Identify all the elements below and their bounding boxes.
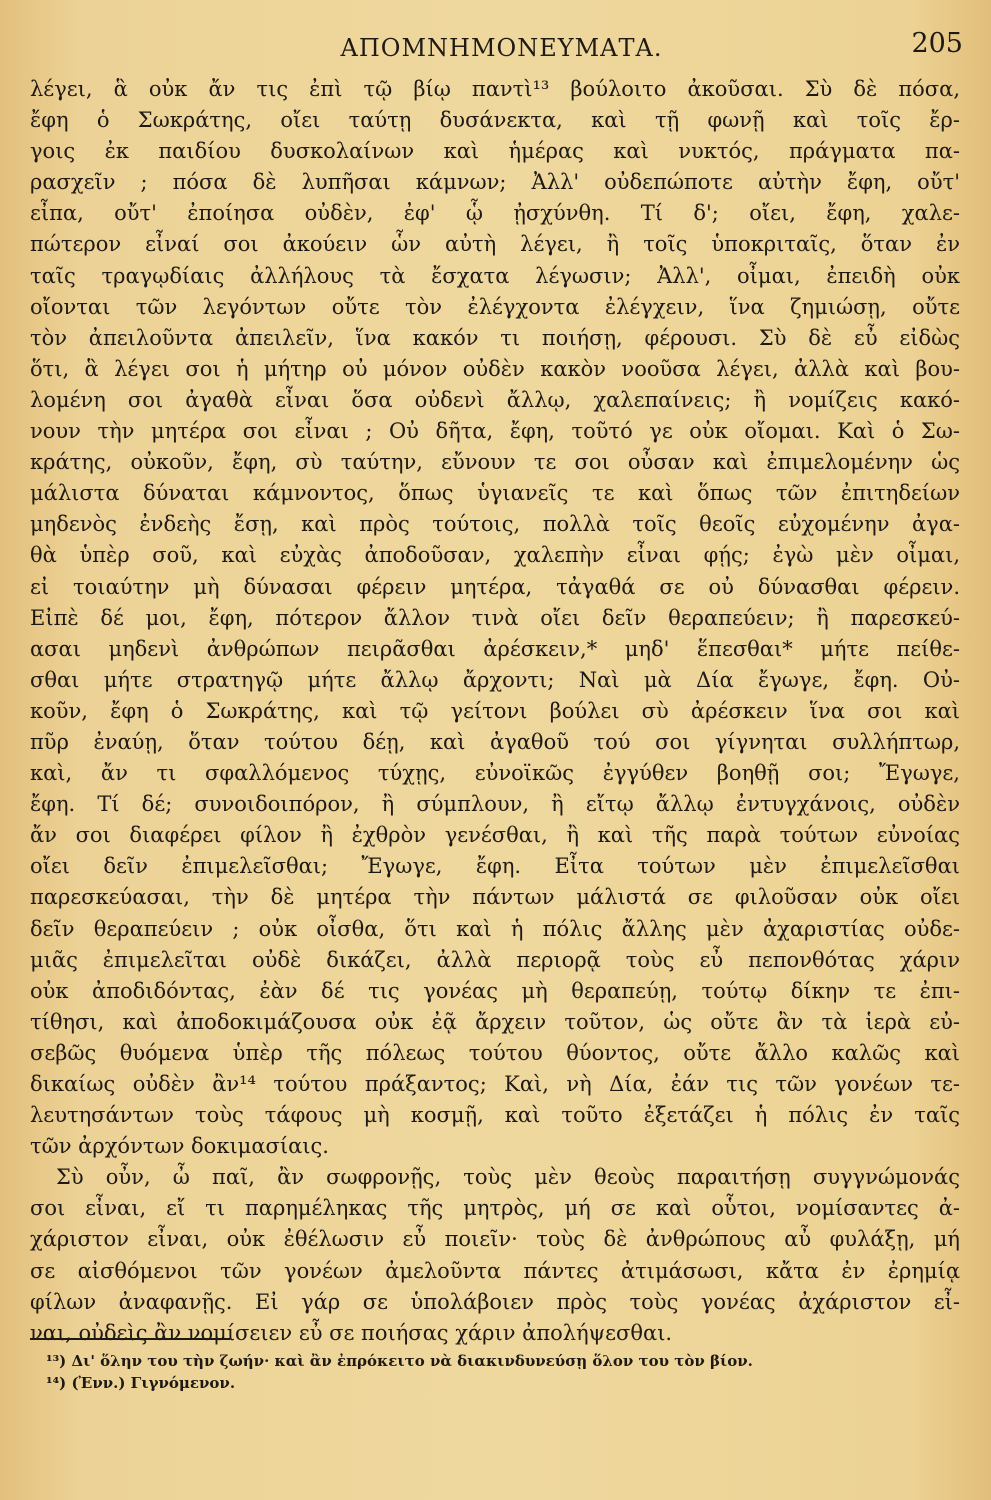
text-line: γοις ἐκ παιδίου δυσκολαίνων καὶ ἡμέρας καὶ νυκτός, πράγματα πα- (30, 139, 960, 164)
text-line: ρασχεῖν ; πόσα δὲ λυπῆσαι κάμνων; Ἀλλ' οὐδεπώποτε αὐτὴν ἔφη, οὔτ' (30, 170, 960, 195)
text-line: οἴει δεῖν ἐπιμελεῖσθαι; Ἔγωγε, ἔφη. Εἶτα τούτων μὲν ἐπιμελεῖσθαι (30, 854, 960, 879)
main-text (30, 74, 960, 1349)
text-line: λομένη σοι ἀγαθὰ εἶναι ὅσα οὐδενὶ ἄλλῳ, χαλεπαίνεις; ἢ νομίζεις κακό- (30, 387, 960, 412)
page-header (40, 28, 963, 68)
text-line: μιᾶς ἐπιμελεῖται οὐδὲ δικάζει, ἀλλὰ περιορᾷ τοὺς εὖ πεπονθότας χάριν (30, 947, 960, 972)
text-line: καὶ, ἄν τι σφαλλόμενος τύχῃς, εὐνοϊκῶς ἐγγύθεν βοηθῇ σοι; Ἔγωγε, (30, 761, 960, 786)
text-line: μηδενὸς ἐνδεὴς ἔσῃ, καὶ πρὸς τούτοις, πολλὰ τοῖς θεοῖς εὐχομένην ἀγα- (30, 512, 960, 537)
footnote: ¹³) Δι' ὅλην του τὴν ζωήν· καὶ ἂν ἐπρόκειτο νὰ διακινδυνεύσῃ ὅλον του τὸν βίον. (46, 1352, 753, 1370)
text-line: δεῖν θεραπεύειν ; οὐκ οἶσθα, ὅτι καὶ ἡ πόλις ἄλλης μὲν ἀχαριστίας οὐδε- (30, 916, 960, 941)
text-line: τὸν ἀπειλοῦντα ἀπειλεῖν, ἵνα κακόν τι ποιήσῃ, φέρουσι. Σὺ δὲ εὖ εἰδὼς (30, 325, 960, 350)
text-line: δικαίως οὐδὲν ἂν¹⁴ τούτου πράξαντος; Καὶ, νὴ Δία, ἐάν τις τῶν γονέων τε- (30, 1072, 960, 1096)
text-line: ταῖς τραγῳδίαις ἀλλήλους τὰ ἔσχατα λέγωσιν; Ἀλλ', οἶμαι, ἐπειδὴ οὐκ (30, 263, 960, 288)
text-line: ὅτι, ἃ λέγει σοι ἡ μήτηρ οὐ μόνον οὐδὲν κακὸν νοοῦσα λέγει, ἀλλὰ καὶ βου- (30, 356, 960, 381)
text-line: εἶπα, οὔτ' ἐποίησα οὐδὲν, ἐφ' ᾧ ᾐσχύνθη. Τί δ'; οἴει, ἔφη, χαλε- (30, 201, 960, 226)
text-line: σθαι μήτε στρατηγῷ μήτε ἄλλῳ ἄρχοντι; Ναὶ μὰ Δία ἔγωγε, ἔφη. Οὐ- (30, 667, 960, 692)
text-line: κοῦν, ἔφη ὁ Σωκράτης, καὶ τῷ γείτονι βούλει σὺ ἀρέσκειν ἵνα σοι καὶ (30, 698, 960, 723)
text-line: οὐκ ἀποδιδόντας, ἐὰν δέ τις γονέας μὴ θεραπεύῃ, τούτῳ δίκην τε ἐπι- (30, 978, 960, 1003)
footnotes (46, 1350, 956, 1394)
text-line: σε αἰσθόμενοι τῶν γονέων ἀμελοῦντα πάντες ἀτιμάσωσι, κἄτα ἐν ἐρημίᾳ (30, 1258, 960, 1283)
text-line: ἔφη ὁ Σωκράτης, οἴει ταύτῃ δυσάνεκτα, καὶ τῇ φωνῇ καὶ τοῖς ἔρ- (30, 108, 960, 133)
footnote-rule (30, 1338, 230, 1340)
text-line: κράτης, οὐκοῦν, ἔφη, σὺ ταύτην, εὔνουν τε σοι οὖσαν καὶ ἐπιμελομένην ὡς (30, 450, 960, 475)
text-line: νουν τὴν μητέρα σοι εἶναι ; Οὐ δῆτα, ἔφη, τοῦτό γε οὐκ οἴομαι. Καὶ ὁ Σω- (30, 419, 960, 444)
text-line: χάριστον εἶναι, οὐκ ἐθέλωσιν εὖ ποιεῖν· τοὺς δὲ ἀνθρώπους αὖ φυλάξῃ, μή (30, 1227, 960, 1252)
text-line: τίθησι, καὶ ἀποδοκιμάζουσα οὐκ ἐᾷ ἄρχειν τοῦτον, ὡς οὔτε ἂν τὰ ἱερὰ εὐ- (30, 1009, 960, 1034)
text-line: ἔφη. Τί δέ; συνοιδοιπόρον, ἢ σύμπλουν, ἢ εἴτῳ ἄλλῳ ἐντυγχάνοις, οὐδὲν (30, 792, 960, 817)
text-line: Σὺ οὖν, ὦ παῖ, ἂν σωφρονῇς, τοὺς μὲν θεοὺς παραιτήσῃ συγγνώμονάς (56, 1165, 960, 1190)
running-title: ΑΠΟΜΝΗΜΟΝΕΥΜΑΤΑ. (340, 34, 663, 62)
text-line: μάλιστα δύναται κάμνοντος, ὅπως ὑγιανεῖς τε καὶ ὅπως τῶν ἐπιτηδείων (30, 481, 960, 506)
text-line: ασαι μηδενὶ ἀνθρώπων πειρᾶσθαι ἀρέσκειν,* μηδ' ἕπεσθαι* μήτε πείθε- (30, 636, 960, 661)
page-number: 205 (911, 28, 963, 59)
text-line: θὰ ὑπὲρ σοῦ, καὶ εὐχὰς ἀποδοῦσαν, χαλεπὴν εἶναι φῄς; ἐγὼ μὲν οἶμαι, (30, 543, 960, 568)
text-line: σεβῶς θυόμενα ὑπὲρ τῆς πόλεως τούτου θύοντος, οὔτε ἄλλο καλῶς καὶ (30, 1040, 960, 1065)
text-line: λευτησάντων τοὺς τάφους μὴ κοσμῇ, καὶ τοῦτο ἐξετάζει ἡ πόλις ἐν ταῖς (30, 1103, 960, 1128)
text-line: ἄν σοι διαφέρει φίλον ἢ ἐχθρὸν γενέσθαι, ἢ καὶ τῆς παρὰ τούτων εὐνοίας (30, 823, 960, 848)
text-line: λέγει, ἃ οὐκ ἄν τις ἐπὶ τῷ βίῳ παντὶ¹³ βούλοιτο ἀκοῦσαι. Σὺ δὲ πόσα, (30, 77, 960, 101)
text-line: ναι, οὐδεὶς ἂν νομίσειεν εὖ σε ποιήσας χάριν ἀπολήψεσθαι. (30, 1320, 673, 1345)
text-line: φίλων ἀναφανῇς. Εἰ γάρ σε ὑπολάβοιεν πρὸς τοὺς γονέας ἀχάριστον εἶ- (30, 1289, 960, 1314)
text-line: τῶν ἀρχόντων δοκιμασίαις. (30, 1134, 329, 1159)
text-line: πώτερον εἶναί σοι ἀκούειν ὧν αὐτὴ λέγει, ἢ τοῖς ὑποκριταῖς, ὅταν ἐν (30, 232, 960, 257)
text-line: εἰ τοιαύτην μὴ δύνασαι φέρειν μητέρα, τἀγαθά σε οὐ δύνασθαι φέρειν. (30, 574, 960, 599)
text-line: σοι εἶναι, εἴ τι παρημέληκας τῆς μητρὸς, μή σε καὶ οὗτοι, νομίσαντες ἀ- (30, 1196, 960, 1221)
text-line: οἴονται τῶν λεγόντων οὔτε τὸν ἐλέγχοντα ἐλέγχειν, ἵνα ζημιώσῃ, οὔτε (30, 294, 960, 319)
footnote: ¹⁴) (Ἐνν.) Γιγνόμενον. (46, 1374, 236, 1392)
text-line: παρεσκεύασαι, τὴν δὲ μητέρα τὴν πάντων μάλιστά σε φιλοῦσαν οὐκ οἴει (30, 885, 960, 910)
text-line: Εἰπὲ δέ μοι, ἔφη, πότερον ἄλλον τινὰ οἴει δεῖν θεραπεύειν; ἢ παρεσκεύ- (30, 605, 960, 630)
text-line: πῦρ ἐναύῃ, ὅταν τούτου δέῃ, καὶ ἀγαθοῦ τού σοι γίγνηται συλλήπτωρ, (30, 729, 960, 754)
